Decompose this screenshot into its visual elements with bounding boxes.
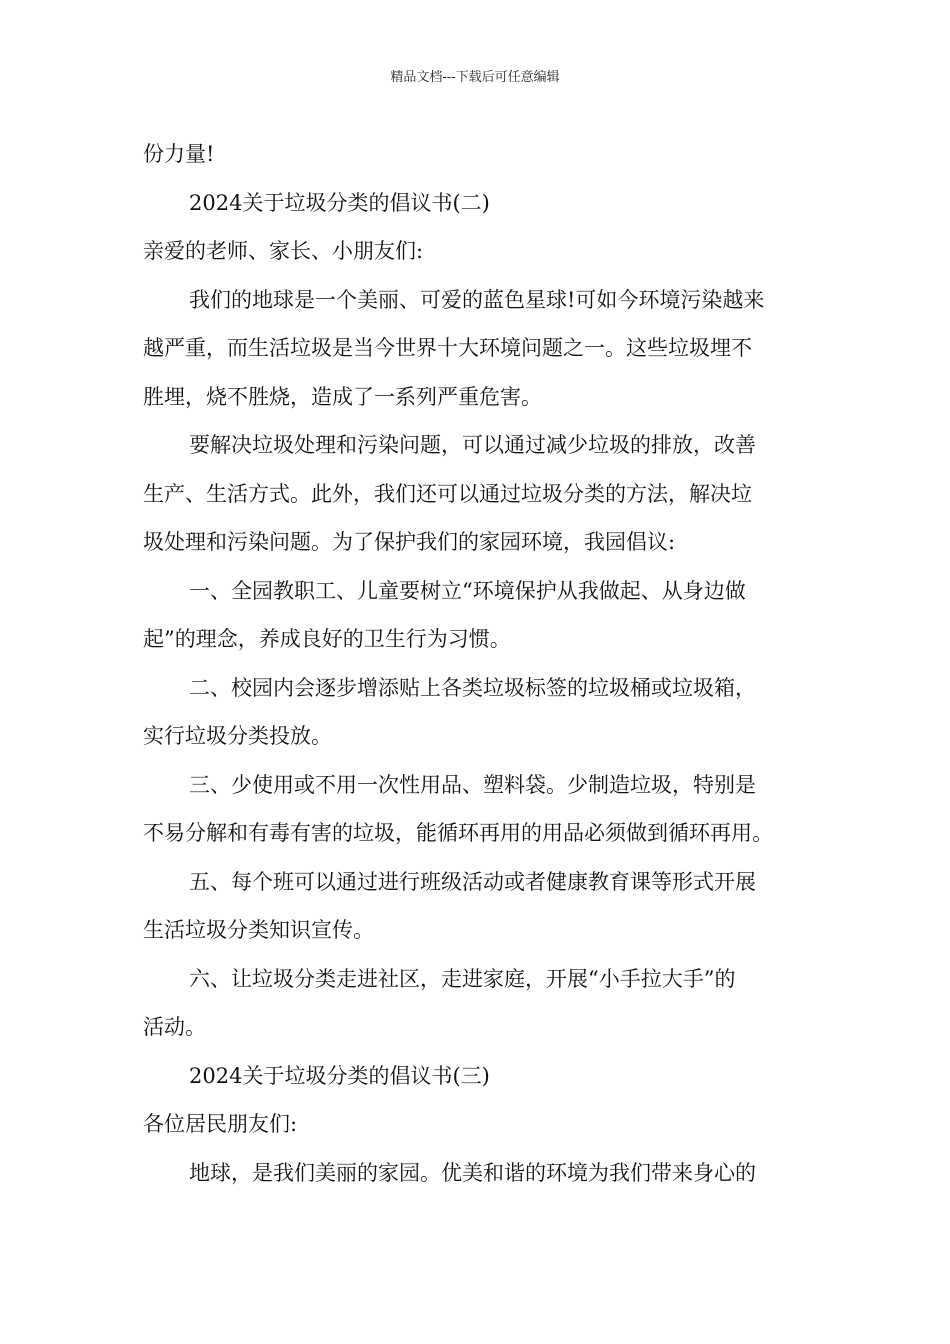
text-line: 三、少使用或不用一次性用品、塑料袋。少制造垃圾，特别是: [189, 772, 756, 797]
text-line: 活动。: [143, 1015, 206, 1039]
text-line: 实行垃圾分类投放。: [143, 724, 332, 748]
text-line: 二、校园内会逐步增添贴上各类垃圾标签的垃圾桶或垃圾箱，: [189, 675, 756, 700]
text-line: 要解决垃圾处理和污染问题，可以通过减少垃圾的排放，改善: [189, 433, 756, 457]
text-line: 一、全园教职工、儿童要树立“环境保护从我做起、从身边做: [189, 578, 746, 603]
text-line: 地球，是我们美丽的家园。优美和谐的环境为我们带来身心的: [189, 1160, 756, 1185]
text-line: 我们的地球是一个美丽、可爱的蓝色星球!可如今环境污染越来: [189, 287, 765, 312]
text-line: 份力量!: [143, 142, 215, 166]
text-line: 不易分解和有毒有害的垃圾，能循环再用的用品必须做到循环再用。: [143, 821, 773, 845]
document-body: [143, 130, 808, 1197]
text-line: 胜埋，烧不胜烧，造成了一系列严重危害。: [143, 384, 542, 409]
text-line: 五、每个班可以通过进行班级活动或者健康教育课等形式开展: [189, 869, 756, 894]
text-line: 圾处理和污染问题。为了保护我们的家园环境，我园倡议:: [143, 530, 676, 554]
page-header: 精品文档---下载后可任意编辑: [390, 70, 560, 85]
section-title: 2024关于垃圾分类的倡议书(二): [189, 190, 490, 215]
text-line: 生活垃圾分类知识宣传。: [143, 918, 374, 942]
salutation: 各位居民朋友们:: [143, 1112, 298, 1136]
text-line: 六、让垃圾分类走进社区，走进家庭，开展“小手拉大手”的: [189, 966, 736, 991]
salutation: 亲爱的老师、家长、小朋友们:: [143, 239, 424, 263]
text-line: 越严重，而生活垃圾是当今世界十大环境问题之一。这些垃圾埋不: [143, 336, 752, 360]
section-title: 2024关于垃圾分类的倡议书(三): [189, 1063, 490, 1088]
text-line: 起”的理念，养成良好的卫生行为习惯。: [143, 627, 511, 651]
text-line: 生产、生活方式。此外，我们还可以通过垃圾分类的方法，解决垃: [143, 481, 752, 506]
